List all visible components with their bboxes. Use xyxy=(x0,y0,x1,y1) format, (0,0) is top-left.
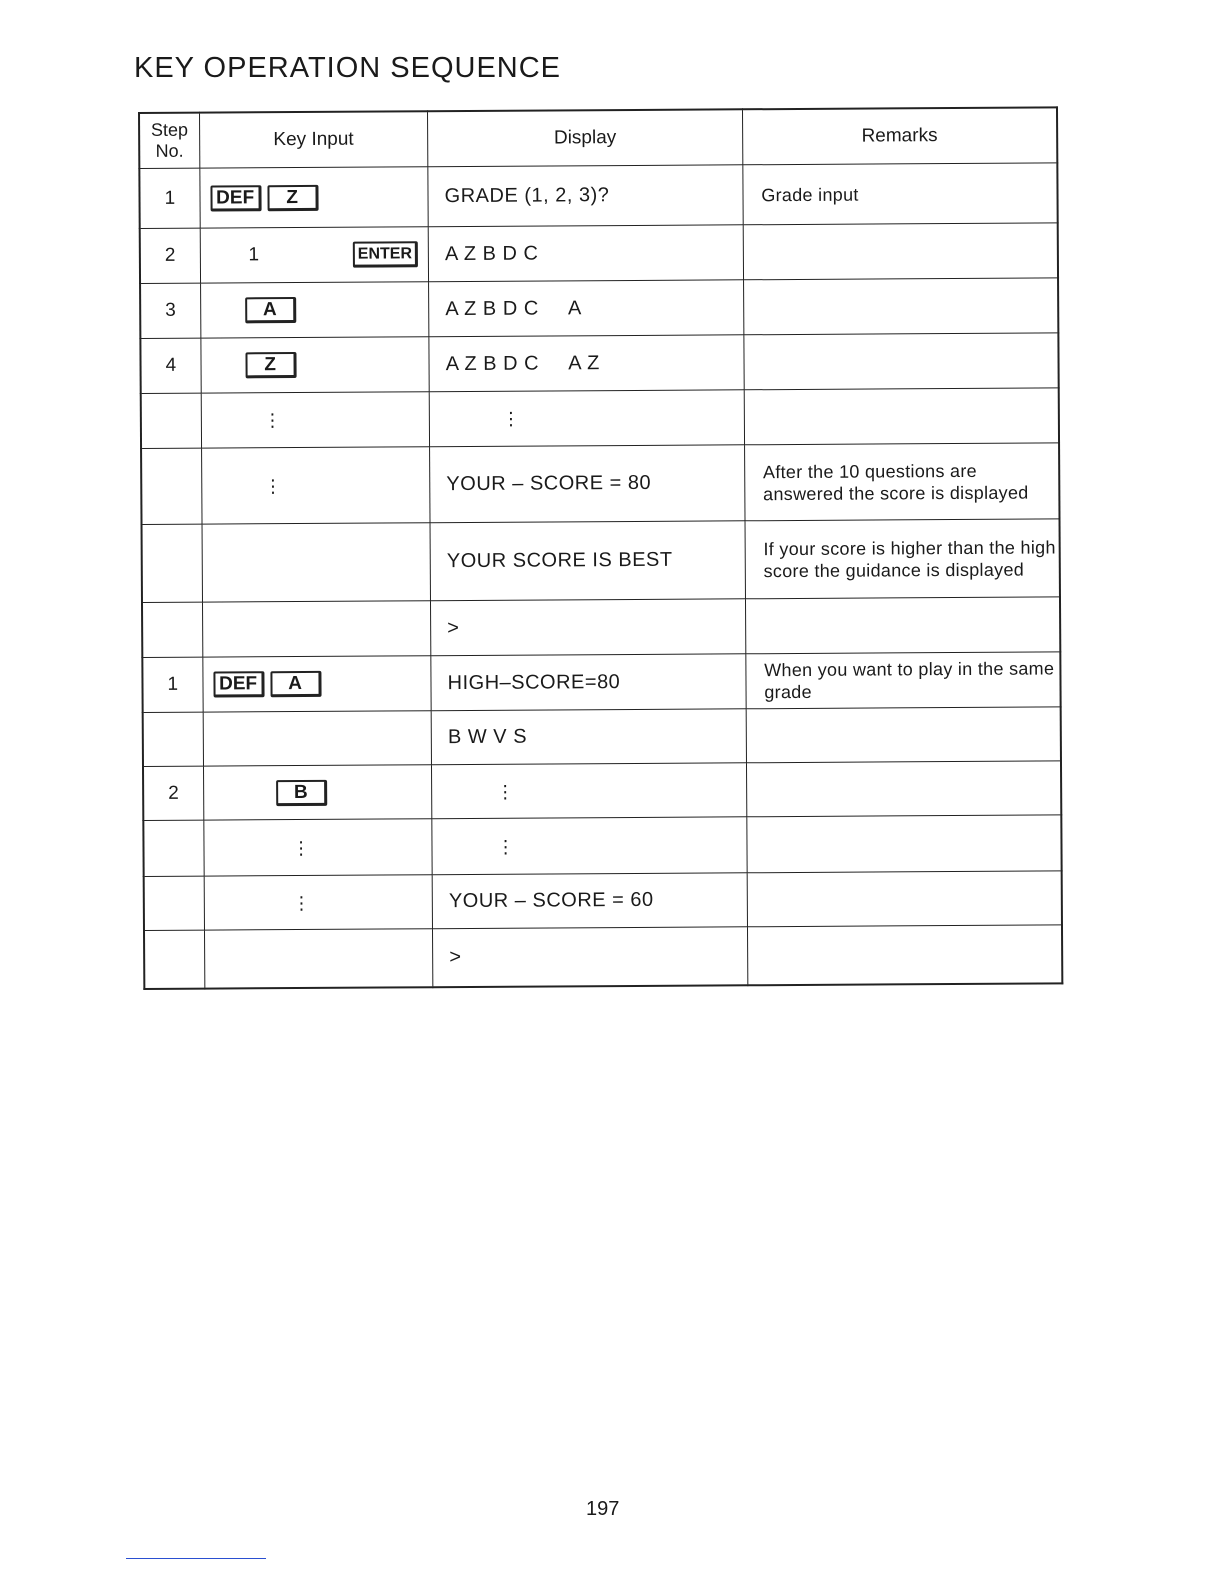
remarks-cell xyxy=(745,597,1060,654)
key-input-cell xyxy=(204,929,433,988)
key-input-cell xyxy=(201,337,430,393)
key-input-cell xyxy=(202,601,431,657)
continuation-dots-icon: ⋮ xyxy=(263,475,282,496)
key-input-cell xyxy=(203,765,432,820)
key-input-cell xyxy=(204,875,433,930)
table-row xyxy=(140,333,1058,394)
key-input-cell xyxy=(200,282,429,338)
step-number: 1 xyxy=(142,657,202,712)
def-key: DEF xyxy=(213,671,264,697)
remarks-cell xyxy=(746,707,1061,763)
continuation-dots-icon: ⋮ xyxy=(496,836,515,857)
key-input-cell xyxy=(201,392,430,448)
remarks-cell: When you want to play in the same grade xyxy=(746,652,1061,709)
continuation-dots-icon: ⋮ xyxy=(496,781,515,802)
remarks-cell xyxy=(746,761,1061,817)
step-number xyxy=(141,448,202,524)
header-step-line2: No. xyxy=(155,140,184,161)
table-row xyxy=(142,652,1060,713)
display-cell: HIGH–SCORE=80 xyxy=(431,654,746,711)
remarks-cell xyxy=(743,223,1058,280)
key-operation-table xyxy=(138,106,1063,989)
table-row xyxy=(143,707,1061,767)
table-row xyxy=(144,925,1062,989)
header-step-line1: Step xyxy=(150,119,188,140)
page-number: 197 xyxy=(586,1498,620,1520)
step-number xyxy=(142,602,202,657)
display-cell: A Z B D C xyxy=(428,225,743,282)
display-cell: YOUR – SCORE = 80 xyxy=(430,445,745,523)
step-number xyxy=(144,930,204,988)
a-key: A xyxy=(270,671,321,697)
step-number xyxy=(142,524,203,602)
continuation-dots-icon: ⋮ xyxy=(501,408,521,429)
remarks-cell xyxy=(744,388,1059,445)
remarks-cell: If your score is higher than the high score the guidance is displayed xyxy=(745,519,1060,599)
continuation-dots-icon: ⋮ xyxy=(263,410,282,431)
key-input-cell xyxy=(199,167,428,228)
remarks-cell xyxy=(747,925,1062,985)
key-input-cell xyxy=(200,227,429,283)
header-display: Display xyxy=(428,109,743,166)
key-input-cell xyxy=(203,819,432,876)
z-key: Z xyxy=(245,352,296,378)
page-title: KEY OPERATION SEQUENCE xyxy=(134,52,562,84)
enter-key: ENTER xyxy=(353,241,418,267)
header-key-input: Key Input xyxy=(199,111,428,168)
step-number: 4 xyxy=(140,338,200,393)
display-cell: YOUR – SCORE = 60 xyxy=(432,873,747,929)
remarks-cell: Grade input xyxy=(743,163,1058,225)
header-remarks: Remarks xyxy=(742,107,1057,164)
step-number xyxy=(143,712,203,766)
table-row xyxy=(142,597,1060,658)
step-number xyxy=(144,876,204,930)
key-input-cell xyxy=(202,523,431,602)
key-input-cell xyxy=(202,656,431,712)
step-number xyxy=(143,820,203,876)
key-input-cell xyxy=(201,447,430,524)
remarks-cell xyxy=(747,871,1062,927)
table-row xyxy=(141,388,1059,449)
continuation-dots-icon: ⋮ xyxy=(292,837,311,858)
display-cell xyxy=(432,817,747,875)
table-row xyxy=(143,815,1061,877)
def-key: DEF xyxy=(210,185,261,211)
digit-input: 1 xyxy=(248,244,260,266)
b-key: B xyxy=(276,779,327,805)
footer-divider xyxy=(126,1558,266,1559)
remarks-cell xyxy=(743,278,1058,335)
z-key: Z xyxy=(267,184,318,210)
remarks-cell xyxy=(744,333,1059,390)
step-number: 2 xyxy=(140,228,200,283)
display-cell: > xyxy=(431,599,746,656)
table-row xyxy=(144,871,1062,931)
table-row xyxy=(139,163,1057,229)
display-cell: B W V S xyxy=(431,709,746,765)
display-cell: YOUR SCORE IS BEST xyxy=(430,521,745,601)
remarks-cell: After the 10 questions are answered the score is displayed xyxy=(744,443,1059,521)
remarks-cell xyxy=(747,815,1062,873)
display-cell: A Z B D C A xyxy=(429,280,744,337)
table-row xyxy=(141,443,1059,525)
display-cell xyxy=(432,763,747,819)
table-row xyxy=(142,519,1060,603)
table-row xyxy=(143,761,1061,821)
table-row xyxy=(140,223,1058,284)
key-input-cell xyxy=(203,711,432,766)
display-cell: GRADE (1, 2, 3)? xyxy=(428,165,743,227)
display-cell: A Z B D C A Z xyxy=(429,335,744,392)
header-step-no xyxy=(139,113,199,169)
a-key: A xyxy=(245,297,296,323)
table-row xyxy=(140,278,1058,339)
step-number: 1 xyxy=(139,168,199,228)
table-header-row xyxy=(139,107,1057,168)
step-number: 2 xyxy=(143,766,203,820)
display-cell: > xyxy=(433,927,748,987)
step-number: 3 xyxy=(140,283,200,338)
step-number xyxy=(141,393,201,448)
display-cell xyxy=(429,390,744,447)
continuation-dots-icon: ⋮ xyxy=(292,892,311,913)
